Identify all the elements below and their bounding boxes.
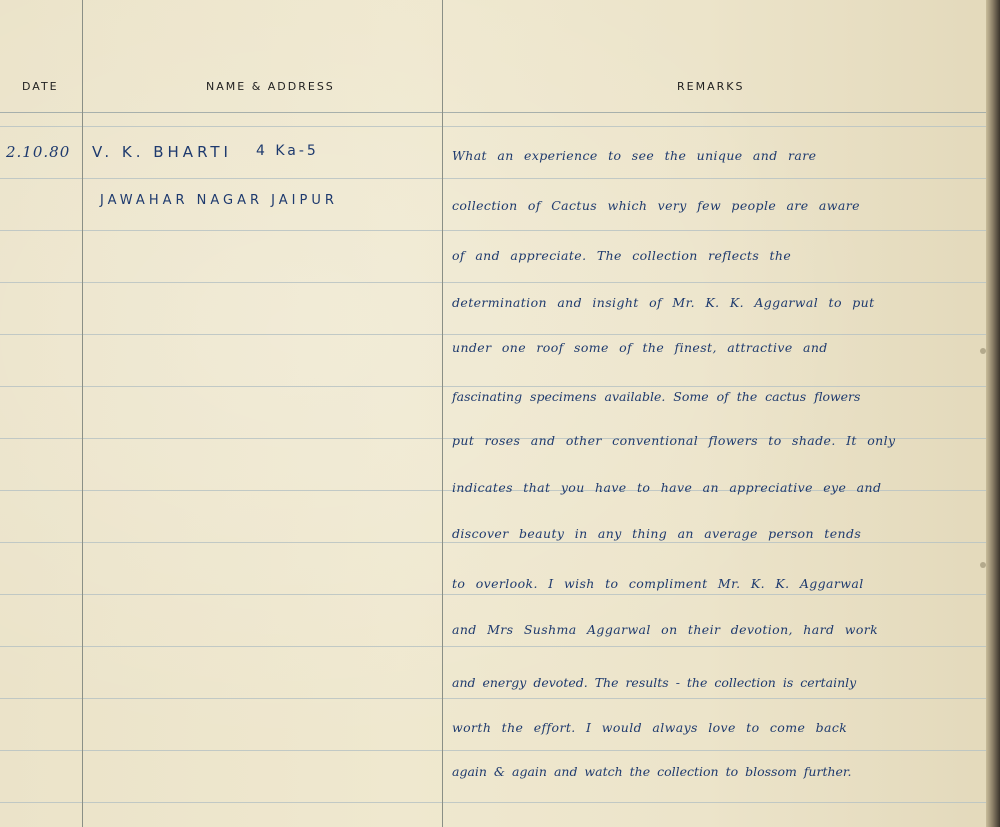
remarks-column-divider: [442, 0, 443, 827]
remarks-line: put roses and other conventional flowers to shade. It only: [452, 433, 896, 448]
entry-date: 2.10.80: [6, 143, 71, 161]
remarks-line: worth the effort. I would always love to come back: [452, 720, 848, 735]
ruled-line: [0, 698, 986, 699]
entry-address: JAWAHAR NAGAR JAIPUR: [100, 193, 338, 208]
ruled-line: [0, 178, 986, 179]
remarks-line: What an experience to see the unique and rare: [452, 148, 817, 163]
entry-name: V. K. BHARTI: [92, 143, 232, 161]
ruled-line: [0, 334, 986, 335]
header-rule: [0, 112, 986, 113]
remarks-line: and energy devoted. The results - the collection is certainly: [452, 675, 857, 690]
book-binding-edge: [986, 0, 1000, 827]
binding-hole: [980, 562, 986, 568]
date-column-divider: [82, 0, 83, 827]
binding-hole: [980, 348, 986, 354]
ruled-line: [0, 126, 986, 127]
ruled-line: [0, 542, 986, 543]
name-address-column-header: NAME & ADDRESS: [206, 80, 335, 93]
ruled-line: [0, 646, 986, 647]
remarks-line: under one roof some of the finest, attractive and: [452, 340, 828, 355]
ruled-line: [0, 750, 986, 751]
remarks-line: collection of Cactus which very few people are aware: [452, 198, 860, 213]
ruled-line: [0, 230, 986, 231]
date-column-header: DATE: [22, 80, 59, 93]
ruled-line: [0, 802, 986, 803]
remarks-column-header: REMARKS: [677, 80, 745, 93]
remarks-line: fascinating specimens available. Some of the cactus flowers: [452, 389, 861, 404]
remarks-line: again & again and watch the collection to blossom further.: [452, 764, 852, 779]
entry-house-number: 4 Ka-5: [256, 143, 319, 159]
ruled-line: [0, 594, 986, 595]
remarks-line: to overlook. I wish to compliment Mr. K. K. Aggarwal: [452, 576, 864, 591]
remarks-line: discover beauty in any thing an average person tends: [452, 526, 862, 541]
ruled-line: [0, 386, 986, 387]
ruled-line: [0, 282, 986, 283]
remarks-line: of and appreciate. The collection reflects the: [452, 248, 792, 263]
remarks-line: indicates that you have to have an appreciative eye and: [452, 480, 882, 495]
remarks-line: and Mrs Sushma Aggarwal on their devotion, hard work: [452, 622, 879, 637]
remarks-line: determination and insight of Mr. K. K. Aggarwal to put: [452, 295, 875, 310]
